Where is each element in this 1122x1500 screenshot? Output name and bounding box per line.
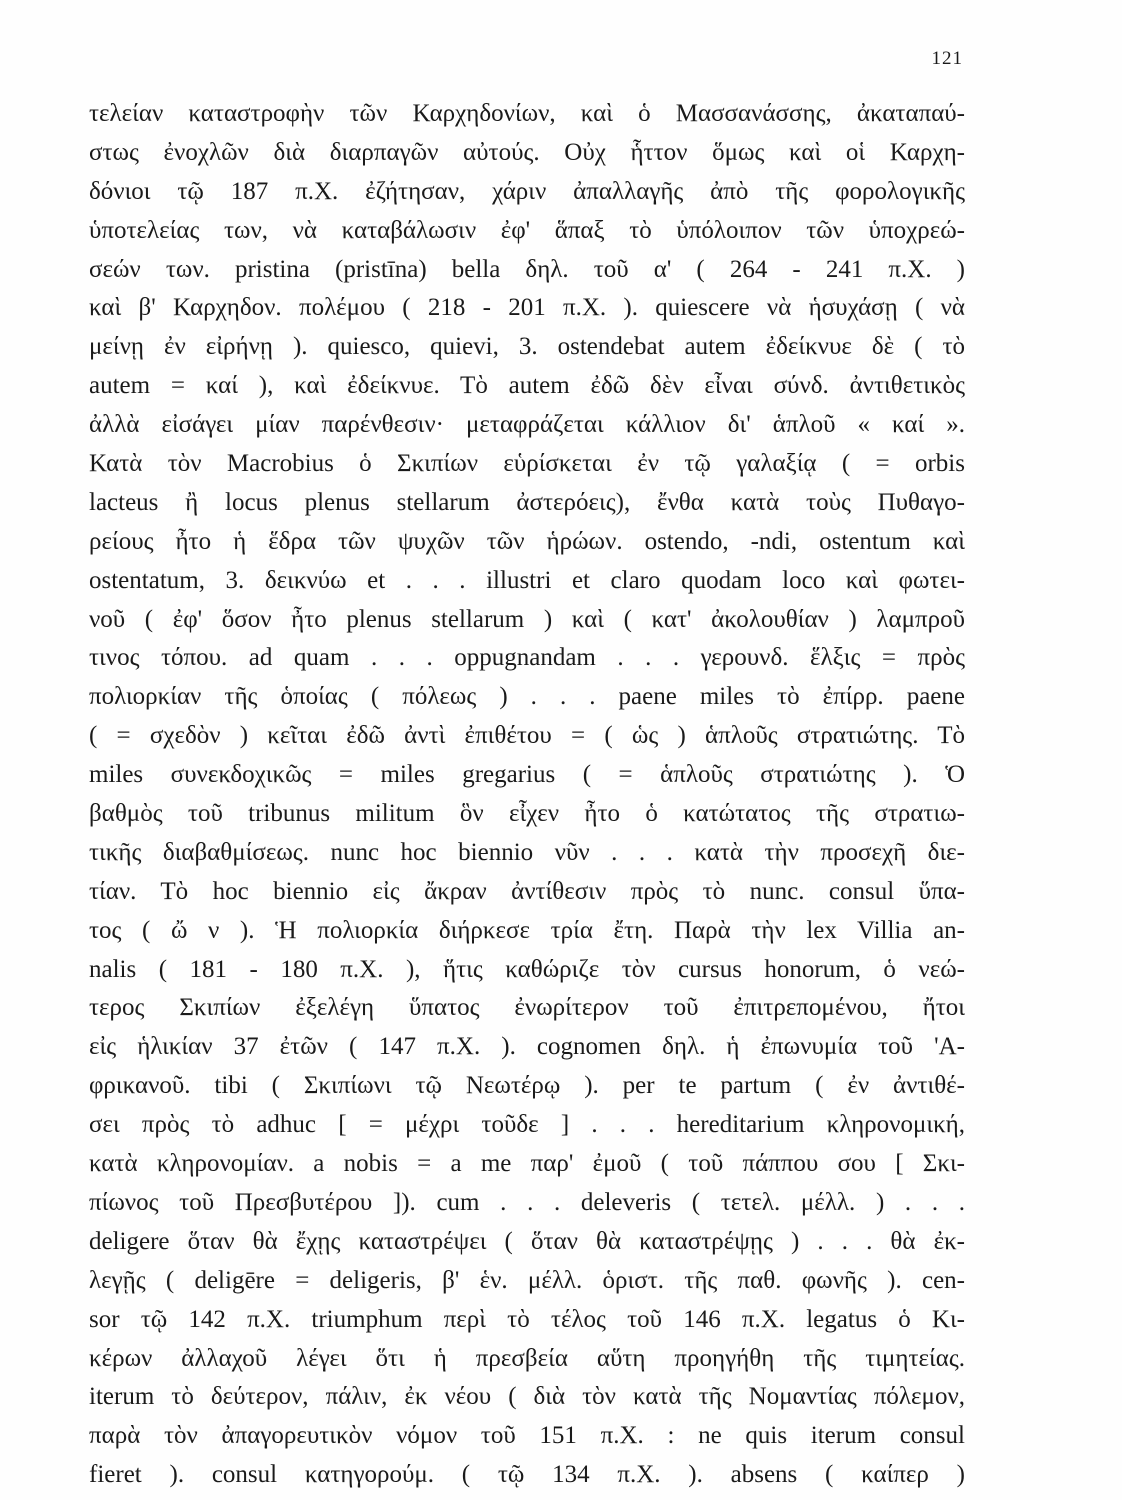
text-line: καὶ β' Καρχηδον. πολέμου ( 218 - 201 π.Χ. ). quiescere νὰ ἡσυχάσῃ ( νὰ (89, 294, 965, 322)
text-line: πολιορκίαν τῆς ὁποίας ( πόλεως ) . . . paene miles τὸ ἐπίρρ. paene (89, 683, 965, 711)
text-line: βαθμὸς τοῦ tribunus militum ὃν εἶχεν ἦτο ὁ κατώτατος τῆς στρατιω- (89, 800, 965, 828)
text-line: nalis ( 181 - 180 π.Χ. ), ἥτις καθώριζε τὸν cursus honorum, ὁ νεώ- (89, 955, 965, 983)
text-line: fieret ). consul κατηγορούμ. ( τῷ 134 π.Χ. ). absens ( καίπερ ) (89, 1461, 965, 1489)
text-line: ostentatum, 3. δεικνύω et . . . illustri et claro quodam loco καὶ φωτει- (89, 566, 965, 594)
text-line: ρείους ἦτο ἡ ἕδρα τῶν ψυχῶν τῶν ἡρώων. ostendo, -ndi, ostentum καὶ (89, 527, 965, 555)
text-line: σει πρὸς τὸ adhuc [ = μέχρι τοῦδε ] . . . hereditarium κληρονομική, (89, 1111, 965, 1139)
text-line: μείνῃ ἐν εἰρήνῃ ). quiesco, quievi, 3. ostendebat autem ἐδείκνυε δὲ ( τὸ (89, 333, 965, 361)
text-line: εἰς ἡλικίαν 37 ἐτῶν ( 147 π.Χ. ). cognomen δηλ. ἡ ἐπωνυμία τοῦ 'Α- (89, 1033, 965, 1061)
text-line: πίωνος τοῦ Πρεσβυτέρου ]). cum . . . deleveris ( τετελ. μέλλ. ) . . . (89, 1188, 965, 1216)
text-line: κέρων ἀλλαχοῦ λέγει ὅτι ἡ πρεσβεία αὕτη προηγήθη τῆς τιμητείας. (89, 1344, 965, 1372)
text-line: τερος Σκιπίων ἐξελέγη ὕπατος ἐνωρίτερον τοῦ ἐπιτρεπομένου, ἤτοι (89, 994, 965, 1022)
text-line: στως ἐνοχλῶν διὰ διαρπαγῶν αὐτούς. Οὐχ ἧττον ὅμως καὶ οἱ Καρχη- (89, 138, 965, 166)
commentary-text (89, 95, 965, 1495)
text-line: lacteus ἢ locus plenus stellarum ἀστερόεις), ἔνθα κατὰ τοὺς Πυθαγο- (89, 488, 965, 516)
text-line: δόνιοι τῷ 187 π.Χ. ἐζήτησαν, χάριν ἀπαλλαγῆς ἀπὸ τῆς φορολογικῆς (89, 177, 965, 205)
text-line: ὑποτελείας των, νὰ καταβάλωσιν ἐφ' ἅπαξ τὸ ὑπόλοιπον τῶν ὑποχρεώ- (89, 216, 965, 244)
text-line: miles συνεκδοχικῶς = miles gregarius ( = ἁπλοῦς στρατιώτης ). Ὁ (89, 761, 965, 789)
text-line: τικῆς διαβαθμίσεως. nunc hoc biennio νῦν . . . κατὰ τὴν προσεχῆ διε- (89, 838, 965, 866)
text-line: κατὰ κληρονομίαν. a nobis = a me παρ' ἐμοῦ ( τοῦ πάππου σου [ Σκι- (89, 1150, 965, 1178)
text-line: deligere ὅταν θὰ ἔχῃς καταστρέψει ( ὅταν θὰ καταστρέψῃς ) . . . θὰ ἐκ- (89, 1227, 965, 1255)
text-line: σεών των. pristina (pristīna) bella δηλ. τοῦ α' ( 264 - 241 π.Χ. ) (89, 255, 965, 283)
text-line: iterum τὸ δεύτερον, πάλιν, ἐκ νέου ( διὰ τὸν κατὰ τῆς Νομαντίας πόλεμον, (89, 1383, 965, 1411)
text-line: ἀλλὰ εἰσάγει μίαν παρένθεσιν· μεταφράζεται κάλλιον δι' ἁπλοῦ « καί ». (89, 411, 965, 439)
text-line: φρικανοῦ. tibi ( Σκιπίωνι τῷ Νεωτέρῳ ). per te partum ( ἐν ἀντιθέ- (89, 1072, 965, 1100)
text-line: τος ( ὤ ν ). Ἡ πολιορκία διήρκεσε τρία ἔτη. Παρὰ τὴν lex Villia an- (89, 916, 965, 944)
text-line: autem = καί ), καὶ ἐδείκνυε. Τὸ autem ἐδῶ δὲν εἶναι σύνδ. ἀντιθετικὸς (89, 372, 965, 400)
text-line: sor τῷ 142 π.Χ. triumphum περὶ τὸ τέλος τοῦ 146 π.Χ. legatus ὁ Κι- (89, 1305, 965, 1333)
text-line: λεγῇς ( deligēre = deligeris, β' ἑν. μέλλ. ὁριστ. τῆς παθ. φωνῆς ). cen- (89, 1266, 965, 1294)
text-line: τίαν. Τὸ hoc biennio εἰς ἄκραν ἀντίθεσιν πρὸς τὸ nunc. consul ὕπα- (89, 877, 965, 905)
text-line: τινος τόπου. ad quam . . . oppugnandam . . . γερουνδ. ἕλξις = πρὸς (89, 644, 965, 672)
page-number: 121 (931, 48, 963, 69)
text-line: τελείαν καταστροφὴν τῶν Καρχηδονίων, καὶ ὁ Μασσανάσσης, ἀκαταπαύ- (89, 100, 965, 127)
text-line: παρὰ τὸν ἀπαγορευτικὸν νόμον τοῦ 151 π.Χ. : ne quis iterum consul (89, 1422, 965, 1450)
text-line: Κατὰ τὸν Macrobius ὁ Σκιπίων εὑρίσκεται ἐν τῷ γαλαξίᾳ ( = orbis (89, 450, 965, 478)
text-line: νοῦ ( ἐφ' ὅσον ἦτο plenus stellarum ) καὶ ( κατ' ἀκολουθίαν ) λαμπροῦ (89, 605, 965, 633)
text-line: ( = σχεδὸν ) κεῖται ἐδῶ ἀντὶ ἐπιθέτου = ( ὡς ) ἁπλοῦς στρατιώτης. Τὸ (89, 722, 965, 750)
